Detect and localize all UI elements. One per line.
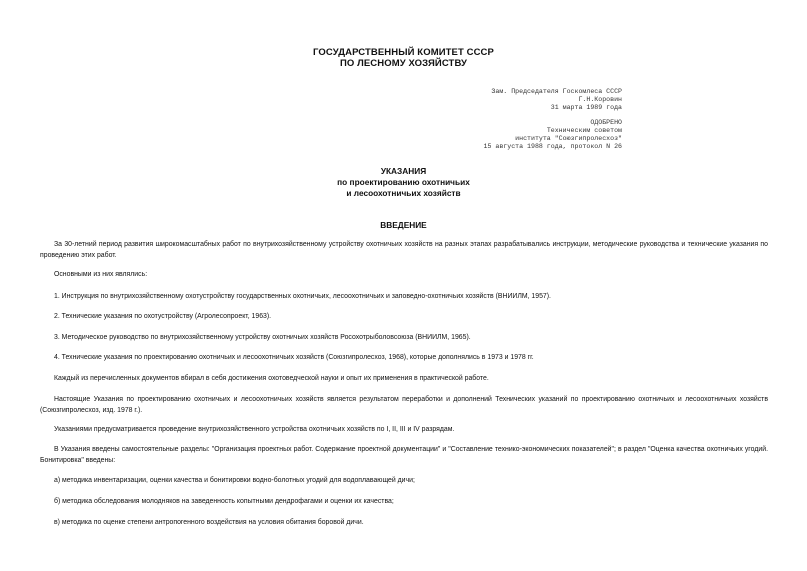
document-title: УКАЗАНИЯ bbox=[380, 166, 427, 176]
approval-date: 31 марта 1989 года bbox=[550, 104, 622, 111]
endorsement-body: Техническим советом bbox=[546, 127, 622, 134]
paragraph-categories: Указаниями предусматривается проведение внутрихозяйственного устройства охотничьих хозяйств по I, II, III и IV разрядам. bbox=[54, 426, 455, 433]
paragraph-main-list: Основными из них являлись: bbox=[54, 271, 148, 278]
section-heading: ВВЕДЕНИЕ bbox=[380, 220, 427, 230]
list-item-3: 3. Методическое руководство по внутрихозяйственному устройству охотничьих хозяйств Росохотрыболовсоюза (ВНИИЛМ, 1965). bbox=[54, 334, 471, 341]
organization-name-line1: ГОСУДАРСТВЕННЫЙ КОМИТЕТ СССР bbox=[313, 47, 494, 58]
list-item-2: 2. Технические указания по охотустройству (Агролесопроект, 1963). bbox=[54, 313, 272, 320]
list-item-v: в) методика по оценке степени антропогенного воздействия на условия обитания боровой дичи. bbox=[54, 519, 364, 526]
list-item-1: 1. Инструкция по внутрихозяйственному охотустройству государственных охотничьих, лесоохотничьих и заповедно-охотничьих хозяйств (ВНИИЛМ, 1957). bbox=[54, 293, 551, 300]
paragraph-current-instructions: Настоящие Указания по проектированию охотничьих и лесоохотничьих хозяйств является результатом переработки и дополнений Технических указаний по проектированию охотничьих и лесоохотничьих хозяйств (Союзгипролесхоз, изд. 1978 г.). bbox=[40, 396, 768, 414]
organization-name-line2: ПО ЛЕСНОМУ ХОЗЯЙСТВУ bbox=[339, 58, 468, 69]
document-subtitle-line2: и лесоохотничьих хозяйств bbox=[346, 188, 461, 198]
list-item-4: 4. Технические указания по проектированию охотничьих и лесоохотничьих хозяйств (Союзгипролесхоз, 1968), которые дополнялись в 1973 и 1978 гг. bbox=[54, 354, 534, 361]
approval-position: Зам. Председателя Госкомлеса СССР bbox=[491, 88, 622, 95]
list-item-a: а) методика инвентаризации, оценки качества и бонитировки водно-болотных угодий для водоплавающей дичи; bbox=[54, 477, 415, 484]
paragraph-intro: За 30-летний период развития широкомасштабных работ по внутрихозяйственному устройству охотничьих хозяйств на разных этапах разрабатывались инструкции, методические руководства и технические указания по проведению этих работ. bbox=[40, 241, 768, 259]
document-subtitle-line1: по проектированию охотничьих bbox=[337, 177, 470, 187]
endorsement-institute: института "Союзгипролесхоз" bbox=[515, 135, 622, 142]
endorsement-label: ОДОБРЕНО bbox=[590, 119, 622, 126]
approval-signatory: Г.Н.Коровин bbox=[578, 96, 622, 103]
paragraph-documents: Каждый из перечисленных документов вбирал в себя достижения охотоведческой науки и опыт их применения в практической работе. bbox=[54, 375, 489, 382]
paragraph-new-sections: В Указания введены самостоятельные разделы: "Организация проектных работ. Содержание проектной документации" и "Составление технико-экономических показателей"; в раздел "Оценка качества охотничьих угодий. Бонитировка" введены: bbox=[40, 446, 768, 464]
endorsement-protocol: 15 августа 1988 года, протокол N 26 bbox=[483, 143, 622, 150]
list-item-b: б) методика обследования молодняков на заведенность копытными дендрофагами и оценки их качества; bbox=[54, 498, 394, 505]
